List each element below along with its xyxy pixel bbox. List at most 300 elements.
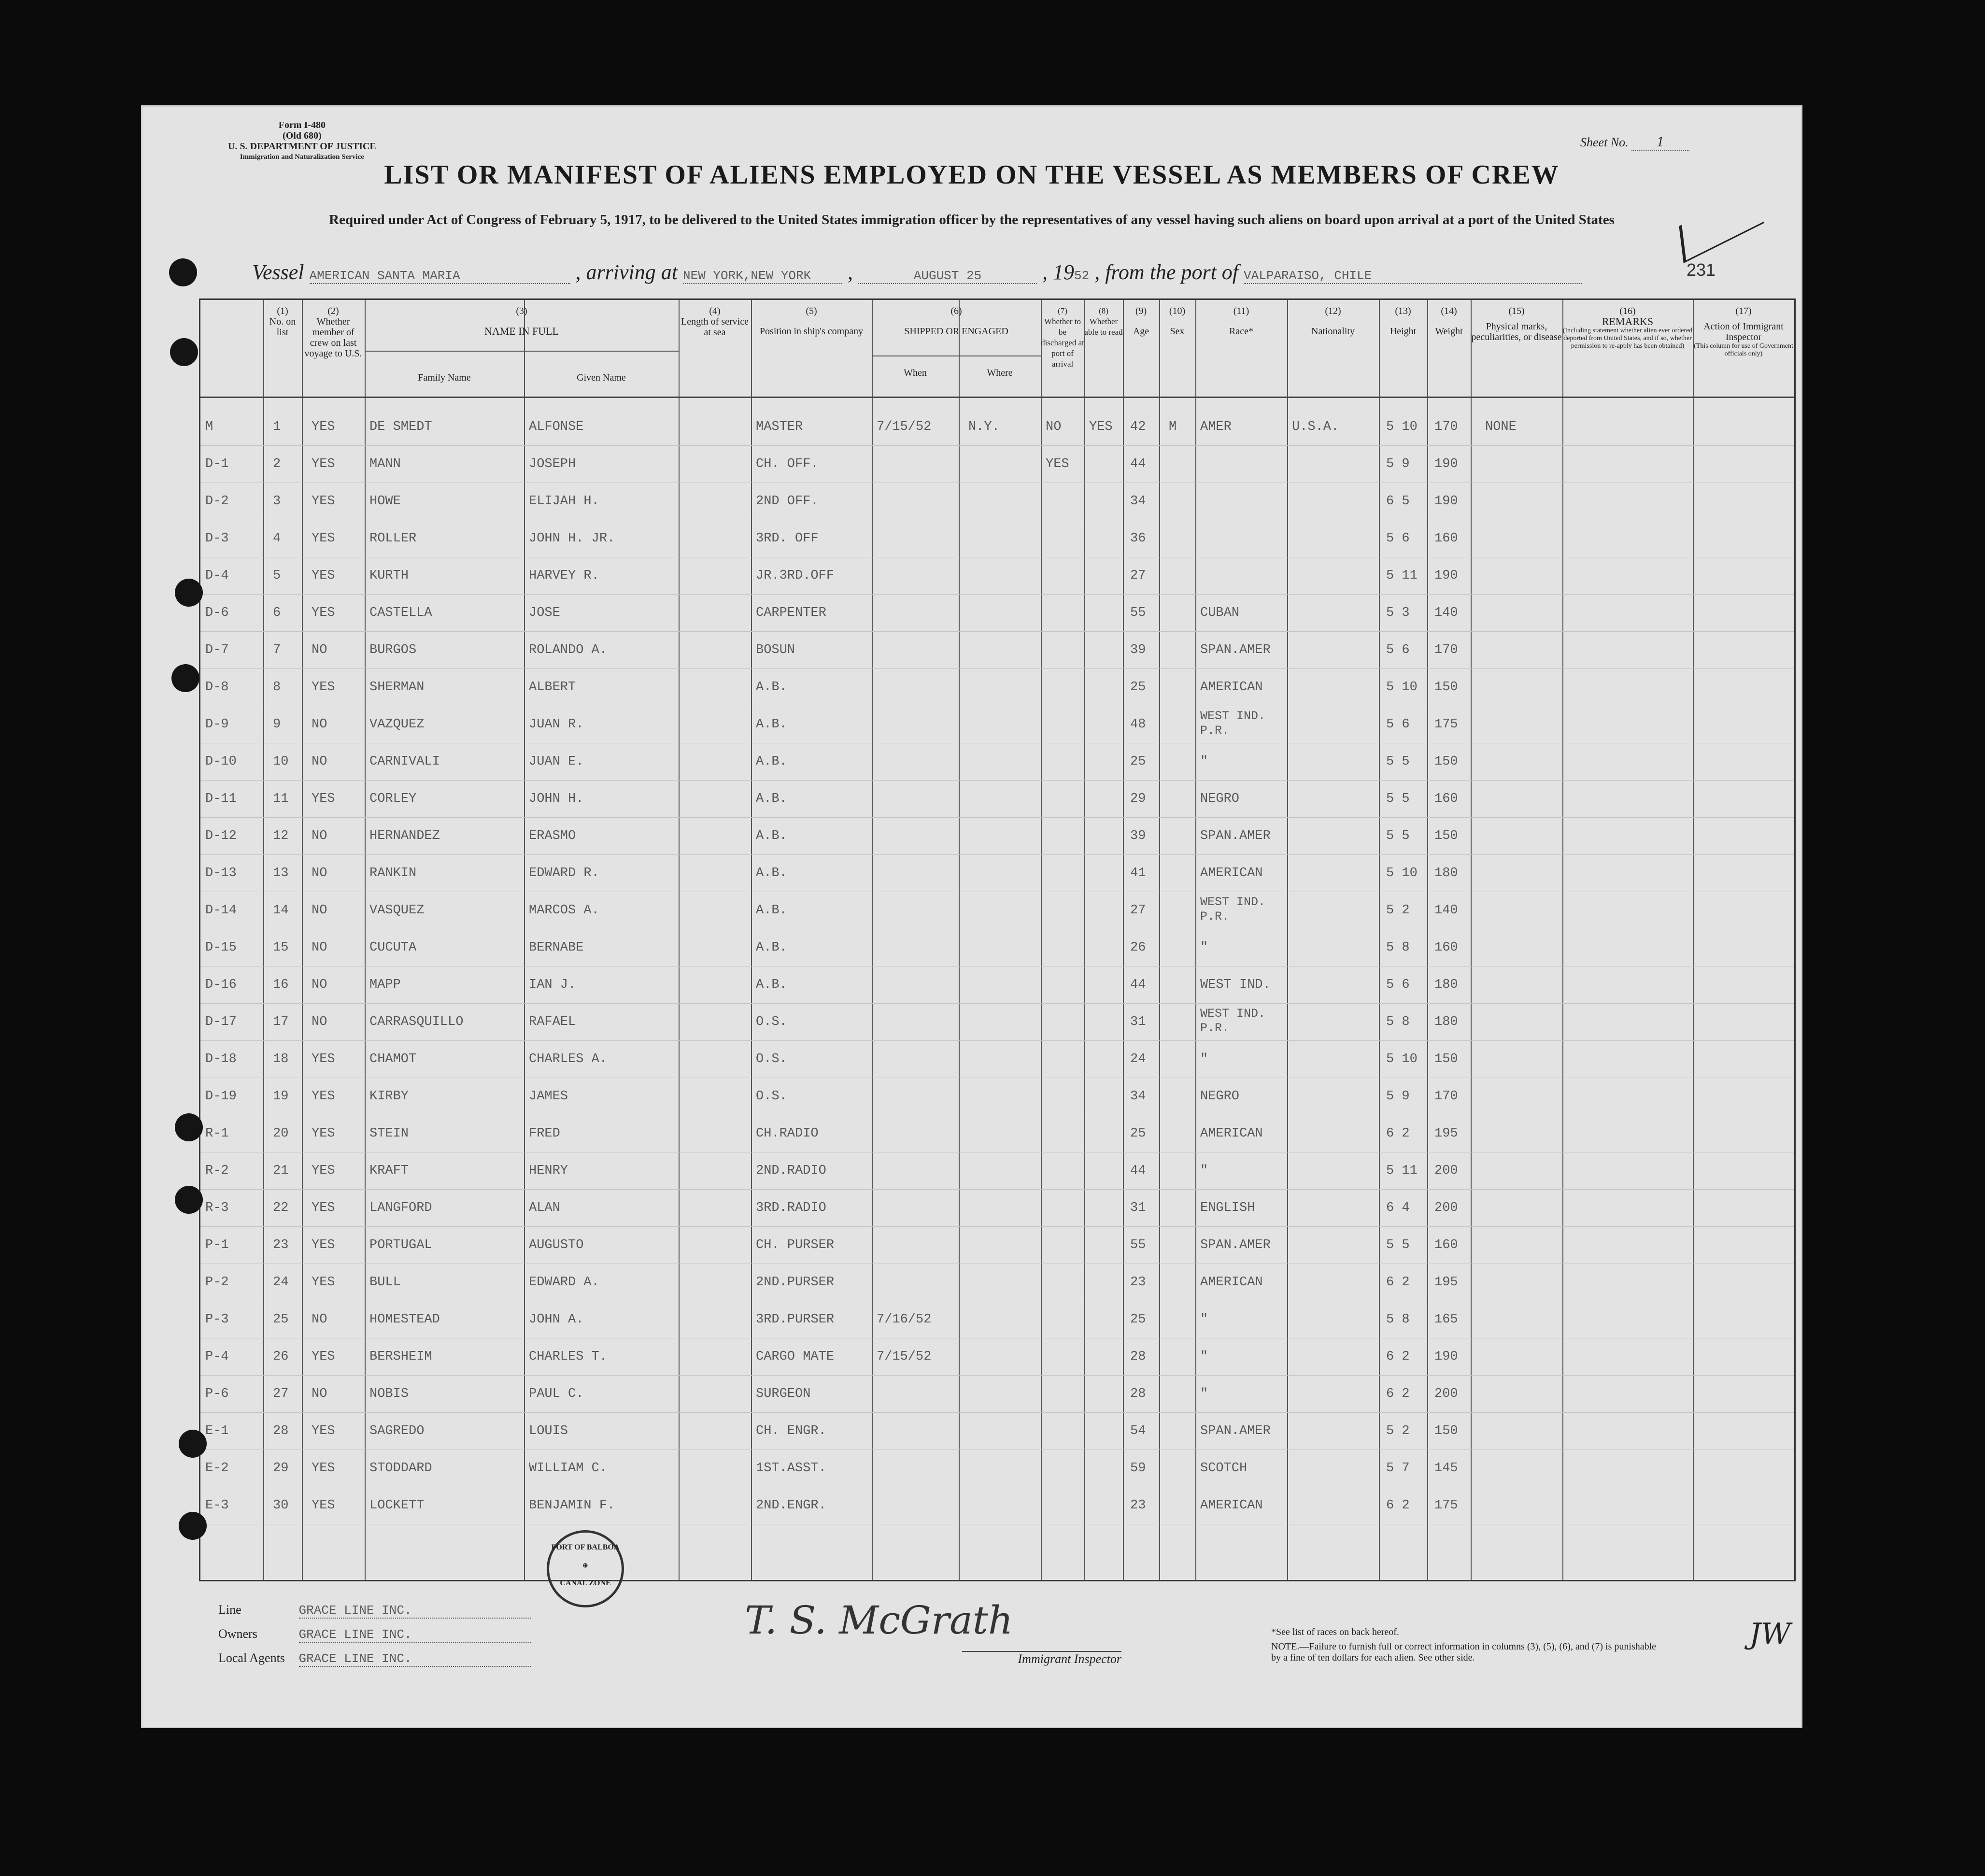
age: 44 xyxy=(1130,1164,1146,1178)
crew-code: D-18 xyxy=(205,1052,237,1066)
position: CH. PURSER xyxy=(756,1238,835,1252)
crew-row xyxy=(200,1301,1794,1338)
last-voyage: YES xyxy=(312,1424,335,1438)
row-number: 1 xyxy=(273,420,281,434)
row-number: 17 xyxy=(273,1015,289,1029)
crew-row xyxy=(200,781,1794,818)
crew-row xyxy=(200,1413,1794,1450)
position: MASTER xyxy=(756,420,803,434)
row-number: 30 xyxy=(273,1498,289,1513)
punch-hole xyxy=(175,579,203,607)
age: 55 xyxy=(1130,606,1146,620)
crew-code: P-6 xyxy=(205,1387,229,1401)
family-name: CARRASQUILLO xyxy=(369,1015,464,1029)
form-number: Form I-480 xyxy=(278,120,326,130)
owners-label: Owners xyxy=(218,1627,257,1641)
shipped-when: 7/15/52 xyxy=(877,1350,932,1364)
weight: 150 xyxy=(1434,754,1458,769)
family-name: KRAFT xyxy=(369,1164,409,1178)
arrival-date: AUGUST 25 xyxy=(858,269,1037,284)
last-voyage: YES xyxy=(312,568,335,583)
height: 6 2 xyxy=(1386,1387,1410,1401)
given-name: MARCOS A. xyxy=(529,903,599,918)
last-voyage: YES xyxy=(312,606,335,620)
header-last-voyage: (2) Whether member of crew on last voyage to U.S. xyxy=(304,306,362,359)
given-name: ALFONSE xyxy=(529,420,584,434)
given-name: WILLIAM C. xyxy=(529,1461,608,1476)
header-discharged: (7) Whether to be discharged at port of arrival xyxy=(1041,306,1084,369)
last-voyage: NO xyxy=(312,717,327,732)
age: 54 xyxy=(1130,1424,1146,1438)
row-number: 11 xyxy=(273,792,289,806)
crew-row xyxy=(200,557,1794,595)
age: 23 xyxy=(1130,1275,1146,1290)
position: 2ND.RADIO xyxy=(756,1164,826,1178)
family-name: PORTUGAL xyxy=(369,1238,432,1252)
weight: 180 xyxy=(1434,1015,1458,1029)
crew-row xyxy=(200,966,1794,1004)
family-name: DE SMEDT xyxy=(369,420,432,434)
crew-code: D-6 xyxy=(205,606,229,620)
race: AMERICAN xyxy=(1200,1275,1263,1290)
position: CARPENTER xyxy=(756,606,826,620)
family-name: MANN xyxy=(369,457,401,471)
race: AMER xyxy=(1200,420,1232,434)
page-subtitle: Required under Act of Congress of February 5, 1917, to be delivered to the United States immigration officer by the representatives of any vessel having such aliens on board upon arrival at a port of the United States xyxy=(329,212,1615,227)
crew-row xyxy=(200,1338,1794,1376)
age: 31 xyxy=(1130,1201,1146,1215)
weight: 160 xyxy=(1434,1238,1458,1252)
family-name: RANKIN xyxy=(369,866,417,881)
row-number: 15 xyxy=(273,940,289,955)
punch-hole xyxy=(175,1113,203,1141)
crew-code: D-4 xyxy=(205,568,229,583)
age: 23 xyxy=(1130,1498,1146,1513)
year-prefix: 19 xyxy=(1052,260,1074,284)
crew-code: M xyxy=(205,420,213,434)
crew-code: D-13 xyxy=(205,866,237,881)
family-name: BULL xyxy=(369,1275,401,1290)
given-name: JUAN E. xyxy=(529,754,584,769)
row-number: 10 xyxy=(273,754,289,769)
race: SPAN.AMER xyxy=(1200,643,1271,657)
height: 5 10 xyxy=(1386,1052,1418,1066)
last-voyage: NO xyxy=(312,866,327,881)
family-name: STEIN xyxy=(369,1126,409,1141)
given-name: ALBERT xyxy=(529,680,576,695)
given-name: HENRY xyxy=(529,1164,568,1178)
weight: 140 xyxy=(1434,903,1458,918)
weight: 160 xyxy=(1434,792,1458,806)
weight: 150 xyxy=(1434,1424,1458,1438)
age: 27 xyxy=(1130,568,1146,583)
weight: 170 xyxy=(1434,420,1458,434)
last-voyage: YES xyxy=(312,792,335,806)
family-name: CARNIVALI xyxy=(369,754,440,769)
crew-row xyxy=(200,1376,1794,1413)
last-voyage: YES xyxy=(312,1201,335,1215)
last-voyage: YES xyxy=(312,1052,335,1066)
height: 5 5 xyxy=(1386,792,1410,806)
row-number: 18 xyxy=(273,1052,289,1066)
age: 41 xyxy=(1130,866,1146,881)
last-voyage: YES xyxy=(312,457,335,471)
inspector-label: Immigrant Inspector xyxy=(962,1651,1121,1666)
last-voyage: NO xyxy=(312,1312,327,1327)
page-title: LIST OR MANIFEST OF ALIENS EMPLOYED ON THE VESSEL AS MEMBERS OF CREW xyxy=(384,160,1560,190)
race: SCOTCH xyxy=(1200,1461,1248,1476)
last-voyage: YES xyxy=(312,1350,335,1364)
row-number: 19 xyxy=(273,1089,289,1104)
given-name: BENJAMIN F. xyxy=(529,1498,615,1513)
family-name: MAPP xyxy=(369,978,401,992)
crew-code: D-1 xyxy=(205,457,229,471)
given-name: IAN J. xyxy=(529,978,576,992)
weight: 150 xyxy=(1434,829,1458,843)
height: 6 5 xyxy=(1386,494,1410,509)
crew-code: R-3 xyxy=(205,1201,229,1215)
race: WEST IND. P.R. xyxy=(1200,709,1266,738)
given-name: ELIJAH H. xyxy=(529,494,599,509)
position: 3RD. OFF xyxy=(756,531,819,546)
port-stamp: PORT OF BALBOA ⊕ CANAL ZONE xyxy=(547,1530,624,1607)
crew-row xyxy=(200,892,1794,929)
given-name: ERASMO xyxy=(529,829,576,843)
position: BOSUN xyxy=(756,643,795,657)
age: 27 xyxy=(1130,903,1146,918)
family-name: NOBIS xyxy=(369,1387,409,1401)
weight: 200 xyxy=(1434,1387,1458,1401)
row-number: 20 xyxy=(273,1126,289,1141)
crew-code: D-3 xyxy=(205,531,229,546)
given-name: EDWARD A. xyxy=(529,1275,599,1290)
weight: 150 xyxy=(1434,680,1458,695)
given-name: FRED xyxy=(529,1126,560,1141)
given-name: AUGUSTO xyxy=(529,1238,584,1252)
race: " xyxy=(1200,1052,1208,1066)
last-voyage: YES xyxy=(312,1238,335,1252)
race: AMERICAN xyxy=(1200,1126,1263,1141)
crew-row xyxy=(200,1264,1794,1301)
height: 5 7 xyxy=(1386,1461,1410,1476)
crew-row xyxy=(200,1078,1794,1115)
height: 5 6 xyxy=(1386,717,1410,732)
last-voyage: YES xyxy=(312,1461,335,1476)
crew-row xyxy=(200,669,1794,706)
crew-row xyxy=(200,1004,1794,1041)
shipped-when: 7/16/52 xyxy=(877,1312,932,1327)
position: CH. ENGR. xyxy=(756,1424,826,1438)
height: 5 11 xyxy=(1386,1164,1418,1178)
header-family-name: Family Name xyxy=(418,372,471,383)
family-name: HOMESTEAD xyxy=(369,1312,440,1327)
family-name: SAGREDO xyxy=(369,1424,425,1438)
family-name: ROLLER xyxy=(369,531,417,546)
family-name: KIRBY xyxy=(369,1089,409,1104)
sheet-value: 1 xyxy=(1631,135,1689,151)
crew-row xyxy=(200,929,1794,966)
age: 25 xyxy=(1130,754,1146,769)
nationality: U.S.A. xyxy=(1292,420,1339,434)
crew-row xyxy=(200,855,1794,892)
crew-row xyxy=(200,409,1794,446)
header-name: (3) NAME IN FULL xyxy=(484,306,559,337)
position: A.B. xyxy=(756,903,787,918)
position: 2ND.PURSER xyxy=(756,1275,835,1290)
last-voyage: YES xyxy=(312,494,335,509)
header-when: When xyxy=(904,368,927,378)
weight: 180 xyxy=(1434,866,1458,881)
row-number: 5 xyxy=(273,568,281,583)
crew-row xyxy=(200,1190,1794,1227)
header-weight: (14) Weight xyxy=(1435,306,1463,337)
race: CUBAN xyxy=(1200,606,1240,620)
races-note: *See list of races on back hereof. xyxy=(1271,1627,1399,1637)
weight: 170 xyxy=(1434,643,1458,657)
vessel-label: Vessel xyxy=(252,260,304,284)
crew-code: R-1 xyxy=(205,1126,229,1141)
given-name: ALAN xyxy=(529,1201,560,1215)
last-voyage: NO xyxy=(312,1387,327,1401)
height: 5 9 xyxy=(1386,1089,1410,1104)
crew-code: D-15 xyxy=(205,940,237,955)
crew-row xyxy=(200,1041,1794,1078)
given-name: PAUL C. xyxy=(529,1387,584,1401)
punch-hole xyxy=(170,338,198,366)
crew-code: P-3 xyxy=(205,1312,229,1327)
race: ENGLISH xyxy=(1200,1201,1255,1215)
height: 5 5 xyxy=(1386,754,1410,769)
crew-row xyxy=(200,1487,1794,1524)
able-to-read: YES xyxy=(1089,420,1113,434)
last-voyage: YES xyxy=(312,531,335,546)
crew-code: D-10 xyxy=(205,754,237,769)
crew-code: D-9 xyxy=(205,717,229,732)
last-voyage: YES xyxy=(312,1164,335,1178)
punch-hole xyxy=(169,258,197,286)
family-name: CORLEY xyxy=(369,792,417,806)
arriving-port: NEW YORK,NEW YORK xyxy=(683,269,842,284)
last-voyage: NO xyxy=(312,754,327,769)
header-age: (9) Age xyxy=(1133,306,1149,337)
family-name: KURTH xyxy=(369,568,409,583)
weight: 175 xyxy=(1434,1498,1458,1513)
position: CH. OFF. xyxy=(756,457,819,471)
crew-row xyxy=(200,1115,1794,1152)
height: 5 5 xyxy=(1386,1238,1410,1252)
age: 28 xyxy=(1130,1350,1146,1364)
given-name: JAMES xyxy=(529,1089,568,1104)
header-given-name: Given Name xyxy=(577,372,626,383)
weight: 190 xyxy=(1434,568,1458,583)
age: 42 xyxy=(1130,420,1146,434)
last-voyage: YES xyxy=(312,1126,335,1141)
height: 6 2 xyxy=(1386,1350,1410,1364)
height: 5 6 xyxy=(1386,531,1410,546)
age: 25 xyxy=(1130,680,1146,695)
from-port: VALPARAISO, CHILE xyxy=(1244,269,1582,284)
family-name: LANGFORD xyxy=(369,1201,432,1215)
height: 6 2 xyxy=(1386,1126,1410,1141)
header-height: (13) Height xyxy=(1390,306,1417,337)
given-name: ROLANDO A. xyxy=(529,643,608,657)
age: 39 xyxy=(1130,829,1146,843)
row-number: 7 xyxy=(273,643,281,657)
height: 5 5 xyxy=(1386,829,1410,843)
header-inspector: (17) Action of Immigrant Inspector (This column for use of Government officials only) xyxy=(1694,306,1793,357)
row-number: 8 xyxy=(273,680,281,695)
manifest-sheet xyxy=(141,105,1802,1728)
weight: 190 xyxy=(1434,494,1458,509)
position: A.B. xyxy=(756,866,787,881)
height: 5 10 xyxy=(1386,680,1418,695)
height: 6 4 xyxy=(1386,1201,1410,1215)
race: WEST IND. xyxy=(1200,978,1271,992)
row-number: 22 xyxy=(273,1201,289,1215)
punch-hole xyxy=(171,664,199,692)
vessel-name: AMERICAN SANTA MARIA xyxy=(310,269,570,284)
discharge: YES xyxy=(1046,457,1069,471)
position: CARGO MATE xyxy=(756,1350,835,1364)
weight: 200 xyxy=(1434,1164,1458,1178)
crew-code: D-17 xyxy=(205,1015,237,1029)
crew-code: D-16 xyxy=(205,978,237,992)
height: 5 2 xyxy=(1386,1424,1410,1438)
family-name: CASTELLA xyxy=(369,606,432,620)
position: O.S. xyxy=(756,1052,787,1066)
last-voyage: YES xyxy=(312,1089,335,1104)
weight: 195 xyxy=(1434,1126,1458,1141)
punch-hole xyxy=(179,1512,207,1540)
agents-label: Local Agents xyxy=(218,1651,285,1665)
height: 5 3 xyxy=(1386,606,1410,620)
race: " xyxy=(1200,1350,1208,1364)
age: 39 xyxy=(1130,643,1146,657)
row-number: 2 xyxy=(273,457,281,471)
position: O.S. xyxy=(756,1089,787,1104)
position: 1ST.ASST. xyxy=(756,1461,826,1476)
form-identifier xyxy=(228,120,376,162)
family-name: VAZQUEZ xyxy=(369,717,425,732)
position: 2ND.ENGR. xyxy=(756,1498,826,1513)
weight: 180 xyxy=(1434,978,1458,992)
given-name: JOSE xyxy=(529,606,560,620)
crew-row xyxy=(200,1450,1794,1487)
position: 3RD.PURSER xyxy=(756,1312,835,1327)
position: SURGEON xyxy=(756,1387,811,1401)
header-nationality: (12) Nationality xyxy=(1311,306,1355,337)
service-name: Immigration and Naturalization Service xyxy=(240,153,364,161)
crew-row xyxy=(200,1152,1794,1190)
discharge: NO xyxy=(1046,420,1062,434)
given-name: HARVEY R. xyxy=(529,568,599,583)
crew-code: D-12 xyxy=(205,829,237,843)
crew-code: D-11 xyxy=(205,792,237,806)
weight: 140 xyxy=(1434,606,1458,620)
weight: 175 xyxy=(1434,717,1458,732)
crew-code: E-1 xyxy=(205,1424,229,1438)
from-label: , from the port of xyxy=(1094,260,1239,284)
height: 6 2 xyxy=(1386,1275,1410,1290)
row-number: 26 xyxy=(273,1350,289,1364)
age: 59 xyxy=(1130,1461,1146,1476)
position: A.B. xyxy=(756,940,787,955)
header-read: (8) Whether able to read xyxy=(1084,306,1123,337)
row-number: 21 xyxy=(273,1164,289,1178)
given-name: JUAN R. xyxy=(529,717,584,732)
race: SPAN.AMER xyxy=(1200,1424,1271,1438)
sheet-label: Sheet No. xyxy=(1580,135,1629,149)
crew-code: E-2 xyxy=(205,1461,229,1476)
age: 34 xyxy=(1130,494,1146,509)
position: 3RD.RADIO xyxy=(756,1201,826,1215)
family-name: SHERMAN xyxy=(369,680,425,695)
race: WEST IND. P.R. xyxy=(1200,895,1266,924)
height: 5 6 xyxy=(1386,643,1410,657)
last-voyage: YES xyxy=(312,420,335,434)
row-number: 25 xyxy=(273,1312,289,1327)
weight: 160 xyxy=(1434,940,1458,955)
age: 31 xyxy=(1130,1015,1146,1029)
given-name: CHARLES T. xyxy=(529,1350,608,1364)
position: A.B. xyxy=(756,978,787,992)
given-name: JOHN A. xyxy=(529,1312,584,1327)
weight: 190 xyxy=(1434,1350,1458,1364)
form-old-number: (Old 680) xyxy=(283,130,322,141)
family-name: LOCKETT xyxy=(369,1498,425,1513)
age: 25 xyxy=(1130,1126,1146,1141)
last-voyage: NO xyxy=(312,940,327,955)
punch-hole xyxy=(179,1430,207,1458)
position: A.B. xyxy=(756,754,787,769)
family-name: CUCUTA xyxy=(369,940,417,955)
line-value: GRACE LINE INC. xyxy=(299,1603,531,1619)
last-voyage: YES xyxy=(312,1498,335,1513)
height: 5 8 xyxy=(1386,1015,1410,1029)
height: 5 8 xyxy=(1386,940,1410,955)
header-service: (4) Length of service at sea xyxy=(681,306,749,338)
line-field xyxy=(218,1603,531,1619)
voyage-line: Vessel AMERICAN SANTA MARIA , arriving at NEW YORK,NEW YORK , AUGUST 25 , 1952 , from the port of VALPARAISO, CHILE xyxy=(252,260,1749,284)
family-name: VASQUEZ xyxy=(369,903,425,918)
row-number: 9 xyxy=(273,717,281,732)
crew-code: D-2 xyxy=(205,494,229,509)
header-position: (5) Position in ship's company xyxy=(759,306,864,337)
header-no: (1) No. on list xyxy=(269,306,296,338)
row-number: 12 xyxy=(273,829,289,843)
family-name: CHAMOT xyxy=(369,1052,417,1066)
family-name: HERNANDEZ xyxy=(369,829,440,843)
header-race: (11) Race* xyxy=(1229,306,1253,337)
year-suffix: 52 xyxy=(1074,269,1090,283)
race: " xyxy=(1200,1164,1208,1178)
weight: 150 xyxy=(1434,1052,1458,1066)
crew-code: E-3 xyxy=(205,1498,229,1513)
crew-code: P-1 xyxy=(205,1238,229,1252)
shipped-where: N.Y. xyxy=(968,420,1000,434)
height: 5 11 xyxy=(1386,568,1418,583)
last-voyage: YES xyxy=(312,1275,335,1290)
row-number: 13 xyxy=(273,866,289,881)
age: 34 xyxy=(1130,1089,1146,1104)
position: A.B. xyxy=(756,680,787,695)
given-name: RAFAEL xyxy=(529,1015,576,1029)
last-voyage: NO xyxy=(312,903,327,918)
header-remarks: (16) REMARKS (Including statement whether alien ever ordered deported from United States, and if so, whether permission to re-apply has been obtained) xyxy=(1562,306,1693,350)
row-number: 24 xyxy=(273,1275,289,1290)
race: NEGRO xyxy=(1200,1089,1240,1104)
given-name: JOHN H. xyxy=(529,792,584,806)
